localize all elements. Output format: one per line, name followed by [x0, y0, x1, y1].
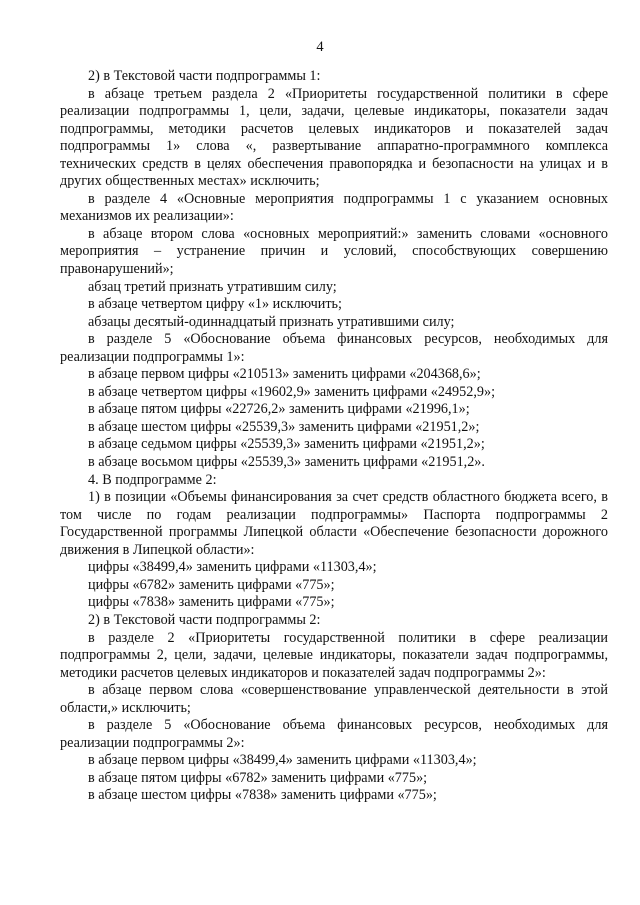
paragraph: 4. В подпрограмме 2:	[88, 471, 217, 488]
paragraph: в абзаце пятом цифры «22726,2» заменить цифрами «21996,1»;	[88, 401, 470, 418]
paragraph: в абзаце четвертом цифру «1» исключить;	[88, 296, 342, 313]
document-body	[60, 68, 608, 805]
paragraph: в абзаце первом слова «совершенствование управленческой деятельности в этой области,» исключить;	[60, 682, 608, 716]
paragraph: в абзаце восьмом цифры «25539,3» заменить цифрами «21951,2».	[88, 454, 485, 471]
paragraph: абзацы десятый-одиннадцатый признать утратившими силу;	[88, 313, 455, 330]
paragraph: цифры «38499,4» заменить цифрами «11303,4»;	[88, 559, 377, 576]
paragraph: цифры «6782» заменить цифрами «775»;	[88, 576, 335, 593]
paragraph: 1) в позиции «Объемы финансирования за счет средств областного бюджета всего, в том числе по годам реализации подпрограммы» Паспорта подпрограммы 2 Государственной программы Липецкой области «Обеспечение безопасности дорожного движения в Липецкой области»:	[60, 489, 608, 558]
paragraph: в абзаце первом цифры «210513» заменить цифрами «204368,6»;	[88, 366, 481, 383]
paragraph: 2) в Текстовой части подпрограммы 2:	[88, 611, 321, 628]
page-number: 4	[316, 39, 324, 55]
paragraph: в абзаце седьмом цифры «25539,3» заменить цифрами «21951,2»;	[88, 436, 485, 453]
paragraph: в разделе 5 «Обоснование объема финансовых ресурсов, необходимых для реализации подпрограммы 2»:	[60, 717, 608, 751]
paragraph: абзац третий признать утратившим силу;	[88, 278, 337, 295]
paragraph: в абзаце пятом цифры «6782» заменить цифрами «775»;	[88, 769, 428, 786]
paragraph: в абзаце шестом цифры «7838» заменить цифрами «775»;	[88, 787, 437, 804]
paragraph: в абзаце четвертом цифры «19602,9» заменить цифрами «24952,9»;	[88, 383, 496, 400]
paragraph: 2) в Текстовой части подпрограммы 1:	[88, 68, 321, 84]
paragraph: в разделе 4 «Основные мероприятия подпрограммы 1 с указанием основных механизмов их реализации»:	[60, 190, 608, 225]
paragraph: в абзаце шестом цифры «25539,3» заменить цифрами «21951,2»;	[88, 418, 480, 435]
paragraph: в абзаце втором слова «основных мероприятий:» заменить словами «основного мероприятия – устранение причин и условий, способствующих совершению правонарушений»;	[60, 225, 608, 278]
paragraph: цифры «7838» заменить цифрами «775»;	[88, 594, 335, 611]
paragraph: в абзаце третьем раздела 2 «Приоритеты государственной политики в сфере реализации подпрограммы 1, цели, задачи, целевые индикаторы, показатели задач подпрограммы, методики расчетов целевых индикаторов и показателей задач подпрограммы 1» слова «, развертывание аппаратно-программного комплекса технических средств в целях обеспечения правопорядка и безопасности на улицах и в других общественных местах» исключить;	[60, 85, 608, 190]
paragraph: в абзаце первом цифры «38499,4» заменить цифрами «11303,4»;	[88, 752, 477, 769]
paragraph: в разделе 2 «Приоритеты государственной политики в сфере реализации подпрограммы 2, цели, задачи, целевые индикаторы, показатели задач подпрограммы, методики расчетов целевых индикаторов и показателей задач подпрограммы 2»:	[60, 629, 608, 681]
paragraph: в разделе 5 «Обоснование объема финансовых ресурсов, необходимых для реализации подпрограммы 1»:	[60, 331, 608, 365]
